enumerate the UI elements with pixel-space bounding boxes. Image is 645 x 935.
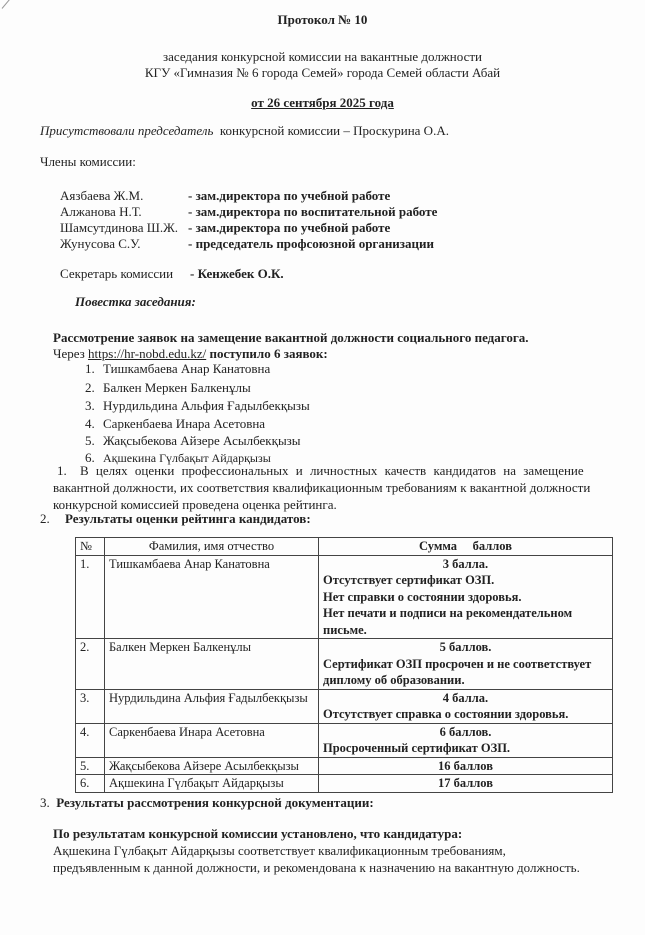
section-3-title: Результаты рассмотрения конкурсной документации: bbox=[56, 795, 374, 810]
via-suffix: поступило 6 заявок: bbox=[209, 346, 328, 361]
table-row bbox=[76, 639, 613, 690]
section-2-title: Результаты оценки рейтинга кандидатов: bbox=[65, 511, 311, 526]
row-note: Просроченный сертификат ОЗП. bbox=[323, 741, 511, 755]
document-date: от 26 сентября 2025 года bbox=[251, 95, 394, 110]
subtitle-line-1: заседания конкурсной комиссии на вакантные должности bbox=[163, 49, 482, 64]
secretary-label: Секретарь комиссии bbox=[60, 266, 174, 281]
via-line bbox=[53, 346, 328, 362]
applicant-num: 6. bbox=[85, 450, 95, 465]
applicant-name: Жақсыбекова Айзере Асылбекқызы bbox=[103, 433, 301, 448]
header-score: Сумма баллов bbox=[319, 538, 613, 556]
row-score-cell bbox=[319, 757, 613, 775]
row-note: Нет печати и подписи на рекомендательном письме. bbox=[323, 606, 573, 637]
applicant-name: Тишкамбаева Анар Канатовна bbox=[103, 361, 271, 376]
members-label: Члены комиссии: bbox=[40, 154, 136, 169]
row-score: 4 балла. bbox=[442, 690, 489, 705]
presence-line bbox=[40, 123, 449, 139]
member-name: Аязбаева Ж.М. bbox=[60, 188, 144, 203]
applicant-num: 3. bbox=[85, 398, 95, 413]
table-row bbox=[76, 757, 613, 775]
row-num: 1. bbox=[76, 555, 105, 639]
table-row bbox=[76, 555, 613, 639]
subtitle-line-2: КГУ «Гимназия № 6 города Семей» города Семей области Абай bbox=[144, 65, 501, 80]
table-row bbox=[76, 723, 613, 757]
row-score-cell bbox=[319, 555, 613, 639]
hr-link[interactable]: https://hr-nobd.edu.kz/ bbox=[88, 346, 207, 361]
header-num: № bbox=[76, 538, 105, 556]
row-note: Отсутствует сертификат ОЗП. bbox=[323, 573, 495, 587]
member-name: Жунусова С.У. bbox=[60, 236, 141, 251]
scan-mark bbox=[2, 0, 22, 9]
paragraph-1-num: 1. bbox=[57, 463, 67, 478]
row-name: Тишкамбаева Анар Канатовна bbox=[105, 555, 319, 639]
row-num: 6. bbox=[76, 775, 105, 793]
applicant-name: Балкен Меркен Балкенұлы bbox=[103, 380, 251, 395]
member-role: - зам.директора по учебной работе bbox=[188, 220, 391, 235]
header-name: Фамилия, имя отчество bbox=[105, 538, 319, 556]
row-num: 3. bbox=[76, 689, 105, 723]
section-3-num: 3. bbox=[40, 795, 50, 810]
member-role: - председатель профсоюзной организации bbox=[188, 236, 434, 251]
row-score: 3 балла. bbox=[442, 556, 489, 571]
row-num: 2. bbox=[76, 639, 105, 690]
row-name: Жақсыбекова Айзере Асылбекқызы bbox=[105, 757, 319, 775]
row-name: Нурдильдина Альфия Ғадылбекқызы bbox=[105, 689, 319, 723]
row-score: 5 баллов. bbox=[439, 640, 492, 654]
agenda-label: Повестка заседания: bbox=[75, 294, 196, 309]
row-score-cell bbox=[319, 775, 613, 793]
paragraph-1-line: конкурсной комиссией проведена оценка рейтинга. bbox=[53, 497, 337, 512]
row-note: Отсутствует справка о состоянии здоровья. bbox=[323, 707, 569, 721]
row-score: 6 баллов. bbox=[439, 724, 492, 739]
applicant-name: Ақшекина Гүлбақыт Айдарқызы bbox=[103, 451, 271, 465]
applicant-num: 1. bbox=[85, 361, 95, 376]
document-title: Протокол № 10 bbox=[277, 12, 368, 27]
conclusion-line-1: Ақшекина Гүлбақыт Айдарқызы соответствует квалификационным требованиям, bbox=[53, 843, 506, 858]
secretary-name: - Кенжебек О.К. bbox=[190, 266, 284, 281]
conclusion-line-2: предъявленным к данной должности, и рекомендована к назначению на вакантную должность. bbox=[53, 860, 580, 875]
member-name: Шамсутдинова Ш.Ж. bbox=[60, 220, 178, 235]
paragraph-1-line: В целях оценки профессиональных и личностных качеств кандидатов на замещение bbox=[80, 463, 584, 478]
row-name: Ақшекина Гүлбақыт Айдарқызы bbox=[105, 775, 319, 793]
member-role: - зам.директора по учебной работе bbox=[188, 188, 391, 203]
agenda-title: Рассмотрение заявок на замещение вакантной должности социального педагога. bbox=[53, 330, 529, 345]
applicant-num: 2. bbox=[85, 380, 95, 395]
table-row bbox=[76, 689, 613, 723]
member-name: Алжанова Н.Т. bbox=[60, 204, 142, 219]
applicant-name: Нурдильдина Альфия Ғадылбекқызы bbox=[103, 398, 310, 413]
row-score-cell bbox=[319, 723, 613, 757]
row-num: 4. bbox=[76, 723, 105, 757]
table-row bbox=[76, 775, 613, 793]
results-table bbox=[75, 537, 613, 793]
row-note: Нет справки о состоянии здоровья. bbox=[323, 589, 522, 604]
row-note: Сертификат ОЗП просрочен и не соответствует диплому об образовании. bbox=[323, 656, 592, 687]
row-score: 16 баллов bbox=[438, 758, 493, 773]
via-prefix: Через bbox=[53, 346, 85, 361]
row-score-cell bbox=[319, 689, 613, 723]
section-3 bbox=[40, 795, 374, 811]
applicant-num: 4. bbox=[85, 416, 95, 431]
applicant-num: 5. bbox=[85, 433, 95, 448]
member-role: - зам.директора по воспитательной работе bbox=[188, 204, 438, 219]
applicant-name: Саркенбаева Инара Асетовна bbox=[103, 416, 266, 431]
table-header-row bbox=[76, 538, 613, 556]
row-score-cell bbox=[319, 639, 613, 690]
paragraph-1-line: вакантной должности, их соответствия квалификационным требованиям к вакантной должности bbox=[53, 480, 591, 495]
row-name: Саркенбаева Инара Асетовна bbox=[105, 723, 319, 757]
row-name: Балкен Меркен Балкенұлы bbox=[105, 639, 319, 690]
row-num: 5. bbox=[76, 757, 105, 775]
row-score: 17 баллов bbox=[438, 776, 493, 790]
section-2-num: 2. bbox=[40, 511, 50, 526]
presence-text: конкурсной комиссии – Проскурина О.А. bbox=[219, 123, 449, 138]
presence-label: Присутствовали председатель bbox=[40, 123, 214, 138]
conclusion-title: По результатам конкурсной комиссии установлено, что кандидатура: bbox=[53, 826, 463, 841]
